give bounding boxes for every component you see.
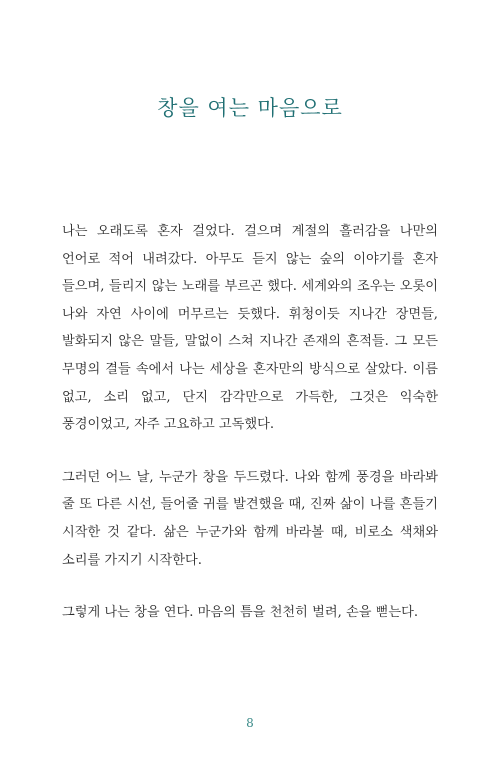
paragraph-2: 그러던 어느 날, 누군가 창을 두드렸다. 나와 함께 풍경을 바라봐 줄 또 다른 시선, 들어줄 귀를 발견했을 때, 진짜 삶이 나를 흔들기 시작한 것 같다. 삶은 누군가와 함께 바라볼 때, 비로소 색채와 소리를 가지기 시작한다. [62,469,438,568]
paragraph-3: 그렇게 나는 창을 연다. 마음의 틈을 천천히 벌려, 손을 뻗는다. [62,605,419,621]
paragraph-1: 나는 오래도록 혼자 걸었다. 걸으며 계절의 흘러감을 나만의 언어로 적어 내려갔다. 아무도 듣지 않는 숲의 이야기를 혼자 들으며, 들리지 않는 노래를 부르곤 했다. 세계와의 조우는 오롯이 나와 자연 사이에 머무르는 듯했다. 휘청이듯 지나간 장면들, 발화되지 않은 말들, 말없이 스쳐 지나간 존재의 흔적들. 그 모든 무명의 결들 속에서 나는 세상을 혼자만의 방식으로 살았다. 이름 없고, 소리 없고, 단지 감각만으로 가득한, 그것은 익숙한 풍경이었고, 자주 고요하고 고독했다. [62,224,438,433]
page-number: 8 [246,716,254,730]
chapter-title: 창을 여는 마음으로 [157,96,343,120]
body-text [62,218,438,627]
